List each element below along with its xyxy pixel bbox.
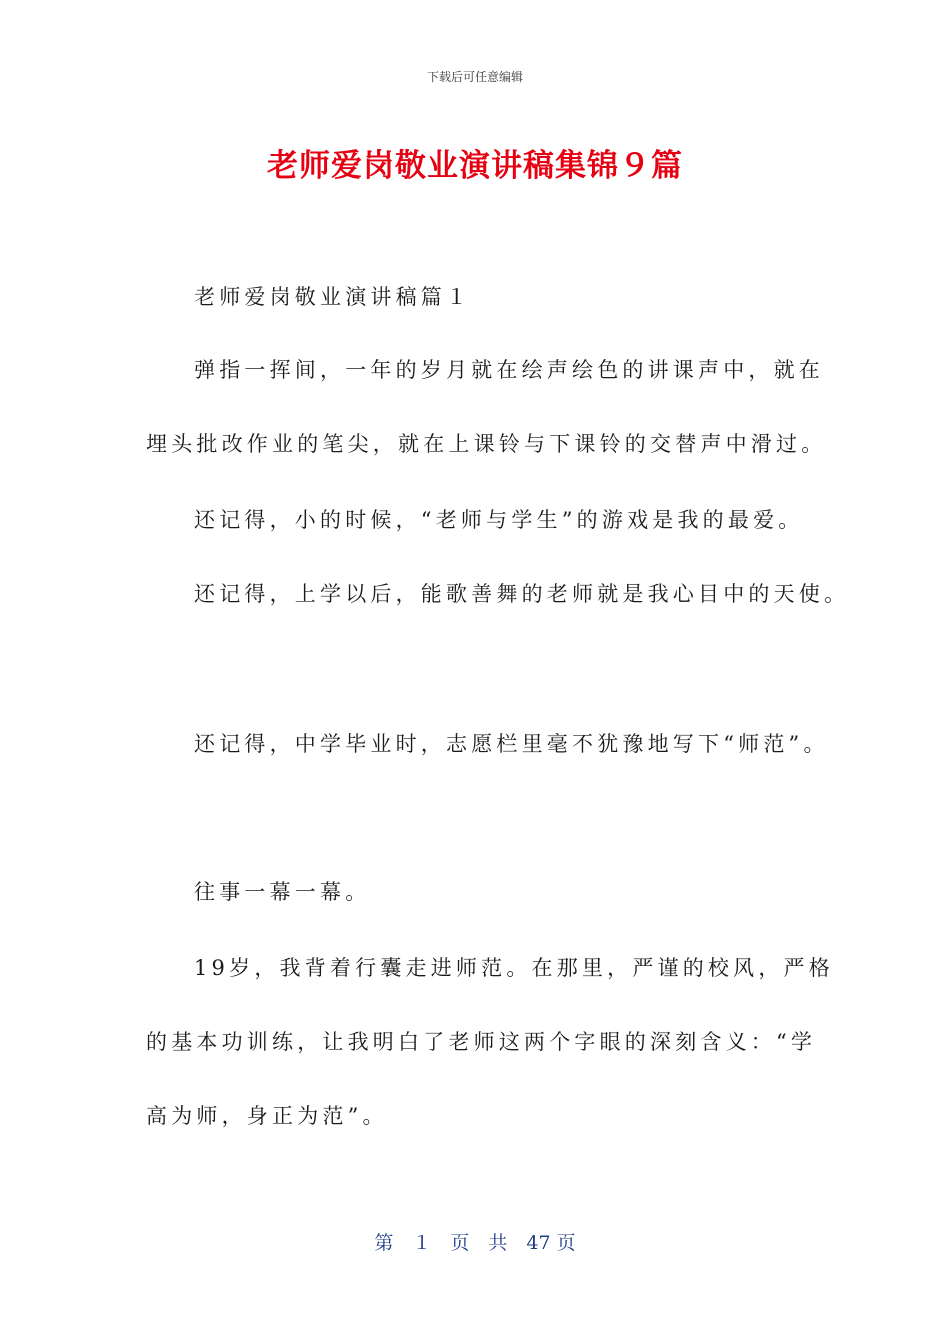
paragraph-line: 往事一幕一幕。 [194,880,371,904]
paragraph-line: 还记得，上学以后，能歌善舞的老师就是我心目中的天使。 [194,582,850,606]
paragraph-line: 的基本功训练，让我明白了老师这两个字眼的深刻含义：“学 [146,1030,817,1054]
paragraph-line: 弹指一挥间，一年的岁月就在绘声绘色的讲课声中，就在 [194,358,824,382]
paragraph-line: 高为师，身正为范”。 [146,1104,388,1128]
section-heading: 老师爱岗敬业演讲稿篇１ [194,285,472,309]
page-header-note: 下载后可任意编辑 [426,70,523,84]
document-title: 老师爱岗敬业演讲稿集锦９篇 [267,148,683,184]
paragraph-line: 还记得，小的时候，“老师与学生”的游戏是我的最爱。 [194,508,804,532]
paragraph-line: 19岁，我背着行囊走进师范。在那里，严谨的校风，严格 [194,956,834,980]
page-number: 第 １ 页 共 47 页 [374,1232,576,1254]
paragraph-line: 还记得，中学毕业时，志愿栏里毫不犹豫地写下“师范”。 [194,732,829,756]
paragraph-line: 埋头批改作业的笔尖，就在上课铃与下课铃的交替声中滑过。 [146,432,827,456]
